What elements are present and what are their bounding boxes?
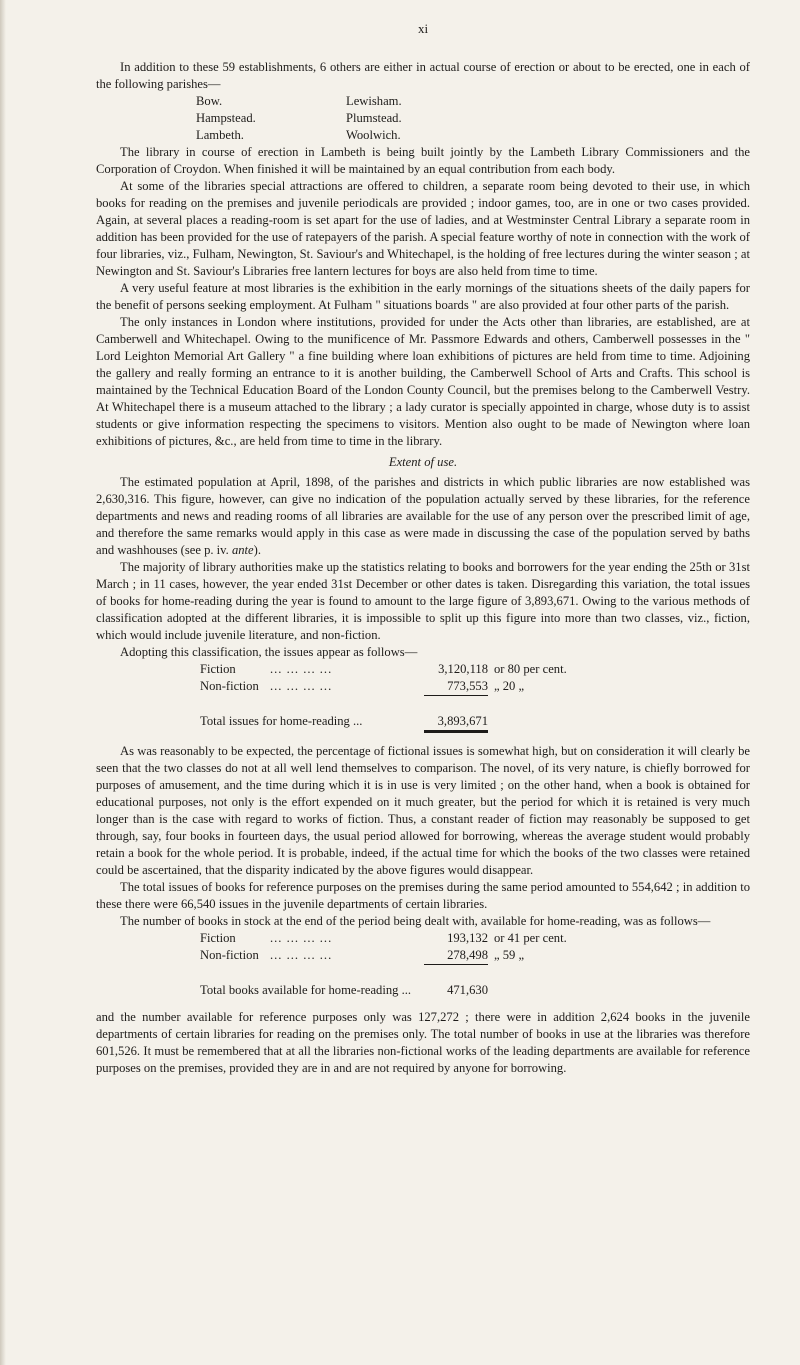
leader-dots: ... ... ... ... <box>270 679 333 693</box>
page-edge-shadow <box>0 0 6 1365</box>
stock-nonfiction-percent: „ 59 „ <box>494 948 525 962</box>
stock-total-value: 471,630 <box>447 983 488 997</box>
issues-fiction-label: Fiction <box>200 662 236 676</box>
paragraph-special-attractions: At some of the libraries special attractions are offered to children, a separate room being devoted to their use, in which books for reading on the premises and juvenile periodicals are provided ; indoor games, too, are in one or two cases provided. Again, at several places a reading-room is set apart for the use of ladies, and at Westminster Central Library a separate room in addition has been provided for the use of ratepayers of the parish. A special feature worthy of note in connection with the work of four libraries, viz., Fulham, Newington, St. Saviour's and Whitechapel, is the holding of free lectures during the winter season ; at Newington and St. Saviour's Libraries free lantern lectures for boys are also held from time to time. <box>96 179 750 278</box>
paragraph-reference-issues: The total issues of books for reference purposes on the premises during the same period amounted to 554,642 ; in addition to these there were 66,540 issues in the juvenile departments of certain libraries. <box>96 880 750 911</box>
paragraph-situations-sheets: A very useful feature at most libraries is the exhibition in the early mornings of the situations sheets of the daily papers for the benefit of persons seeking employment. At Fulham " situations boards " are also provided at four other parts of the parish. <box>96 281 750 312</box>
stock-fiction-value: 193,132 <box>447 931 488 945</box>
issues-table <box>200 661 567 733</box>
paragraph-reference-stock: and the number available for reference purposes only was 127,272 ; there were in addition 2,624 books in the juvenile departments of certain libraries for reading on the premises only. The total number of books in use at the libraries was therefore 601,526. It must be remembered that at all the libraries non-fictional works of the leading departments are available for reference purposes on the premises, provided they are in and are not required by anyone for borrowing. <box>96 1010 750 1075</box>
leader-dots: ... ... ... ... <box>270 948 333 962</box>
stock-row-total <box>200 982 567 999</box>
paragraph-population-text: The estimated population at April, 1898, of the parishes and districts in which public libraries are now established was 2,630,316. This figure, however, can give no indication of the population actually served by these libraries, for the reference departments and news and reading rooms of all libraries are available for the use of any person over the prescribed limit of age, and therefore the same remarks would apply in this case as were made in discussing the case of the population served by baths and washhouses (see p. iv. <box>96 475 750 557</box>
parish-item: Bow. <box>196 94 223 108</box>
paragraph-population-end: ). <box>253 543 261 557</box>
issues-row-total <box>200 713 567 732</box>
parish-item: Lewisham. <box>346 94 402 108</box>
issues-row-fiction <box>200 661 567 678</box>
stock-row-nonfiction <box>200 947 567 965</box>
issues-total-value: 3,893,671 <box>424 713 488 732</box>
table-rule <box>200 696 567 714</box>
issues-nonfiction-value: 773,553 <box>447 679 488 693</box>
issues-total-label: Total issues for home-reading ... <box>200 714 363 728</box>
paragraph-population <box>96 474 750 559</box>
issues-row-nonfiction <box>200 678 567 696</box>
issues-fiction-percent: or 80 per cent. <box>494 662 567 676</box>
leader-dots: ... ... ... ... <box>270 662 333 676</box>
paragraph-classification: Adopting this classification, the issues appear as follows— <box>120 645 418 659</box>
page-number: xi <box>417 21 429 36</box>
stock-nonfiction-value: 278,498 <box>447 948 488 962</box>
parish-list <box>196 93 750 144</box>
stock-total-label: Total books available for home-reading ... <box>200 983 412 997</box>
paragraph-lambeth: The library in course of erection in Lambeth is being built jointly by the Lambeth Library Commissioners and the Corporation of Croydon. When finished it will be maintained by an equal contribution from each body. <box>96 145 750 176</box>
paragraph-books-in-stock: The number of books in stock at the end of the period being dealt with, available for home-reading, was as follows— <box>120 914 711 928</box>
stock-fiction-label: Fiction <box>200 931 236 945</box>
section-heading: Extent of use. <box>388 455 458 469</box>
stock-fiction-percent: or 41 per cent. <box>494 931 567 945</box>
leader-dots: ... ... ... ... <box>270 931 333 945</box>
parish-item: Hampstead. <box>196 111 256 125</box>
issues-nonfiction-percent: „ 20 „ <box>494 679 525 693</box>
stock-table <box>200 930 567 999</box>
parish-item: Lambeth. <box>196 128 244 142</box>
issues-fiction-value: 3,120,118 <box>438 662 488 676</box>
ante-italic: ante <box>231 543 254 557</box>
paragraph-establishments: In addition to these 59 establishments, 6 others are either in actual course of erection or about to be erected, one in each of the following parishes— <box>96 60 750 91</box>
paragraph-statistics: The majority of library authorities make up the statistics relating to books and borrowers for the year ending the 25th or 31st March ; in 11 cases, however, the year ended 31st December or other dates is taken. Disregarding this variation, the total issues of books for home-reading during the year is found to amount to the large figure of 3,893,671. Owing to the various methods of classification adopted at the different libraries, it is impossible to split up this figure into more than two classes, viz., fiction, which would include juvenile literature, and non-fiction. <box>96 560 750 642</box>
paragraph-fiction-percentage: As was reasonably to be expected, the percentage of fictional issues is somewhat high, but on consideration it will clearly be seen that the two classes do not at all well lend themselves to comparison. The novel, of its very nature, is chiefly borrowed for purposes of amusement, and the time during which it is in use is very limited ; on the other hand, when a book is obtained for educational purposes, not only is the effort expended on it much greater, but the period for which it is retained is very much longer than is the case with regard to works of fiction. Thus, a constant reader of fiction may reasonably be supposed to get through, say, four books in fourteen days, the usual period allowed for borrowing, whereas the average student would probably retain a book for the whole period. It is probable, indeed, if the actual time for which the books of the two classes were retained could be ascertained, that the disparity indicated by the above figures would disappear. <box>96 744 750 877</box>
table-rule <box>200 965 567 983</box>
issues-nonfiction-label: Non-fiction <box>200 679 259 693</box>
parish-item: Woolwich. <box>346 128 401 142</box>
paragraph-institutions: The only instances in London where institutions, provided for under the Acts other than libraries, are established, are at Camberwell and Whitechapel. Owing to the munificence of Mr. Passmore Edwards and others, Camberwell possesses in the " Lord Leighton Memorial Art Gallery " a fine building where loan exhibitions of pictures are held from time to time. Adjoining the gallery and really forming an entrance to it is another building, the Camberwell School of Arts and Crafts. This school is maintained by the Technical Education Board of the London County Council, but the premises belong to the Camberwell Vestry. At Whitechapel there is a museum attached to the library ; a lady curator is specially appointed in charge, whose duty is to assist students or give information respecting the specimens to visitors. Mention also ought to be made of Newington where loan exhibitions of pictures, &c., are held from time to time in the library. <box>96 315 750 448</box>
parish-item: Plumstead. <box>346 111 402 125</box>
stock-nonfiction-label: Non-fiction <box>200 948 259 962</box>
stock-row-fiction <box>200 930 567 947</box>
